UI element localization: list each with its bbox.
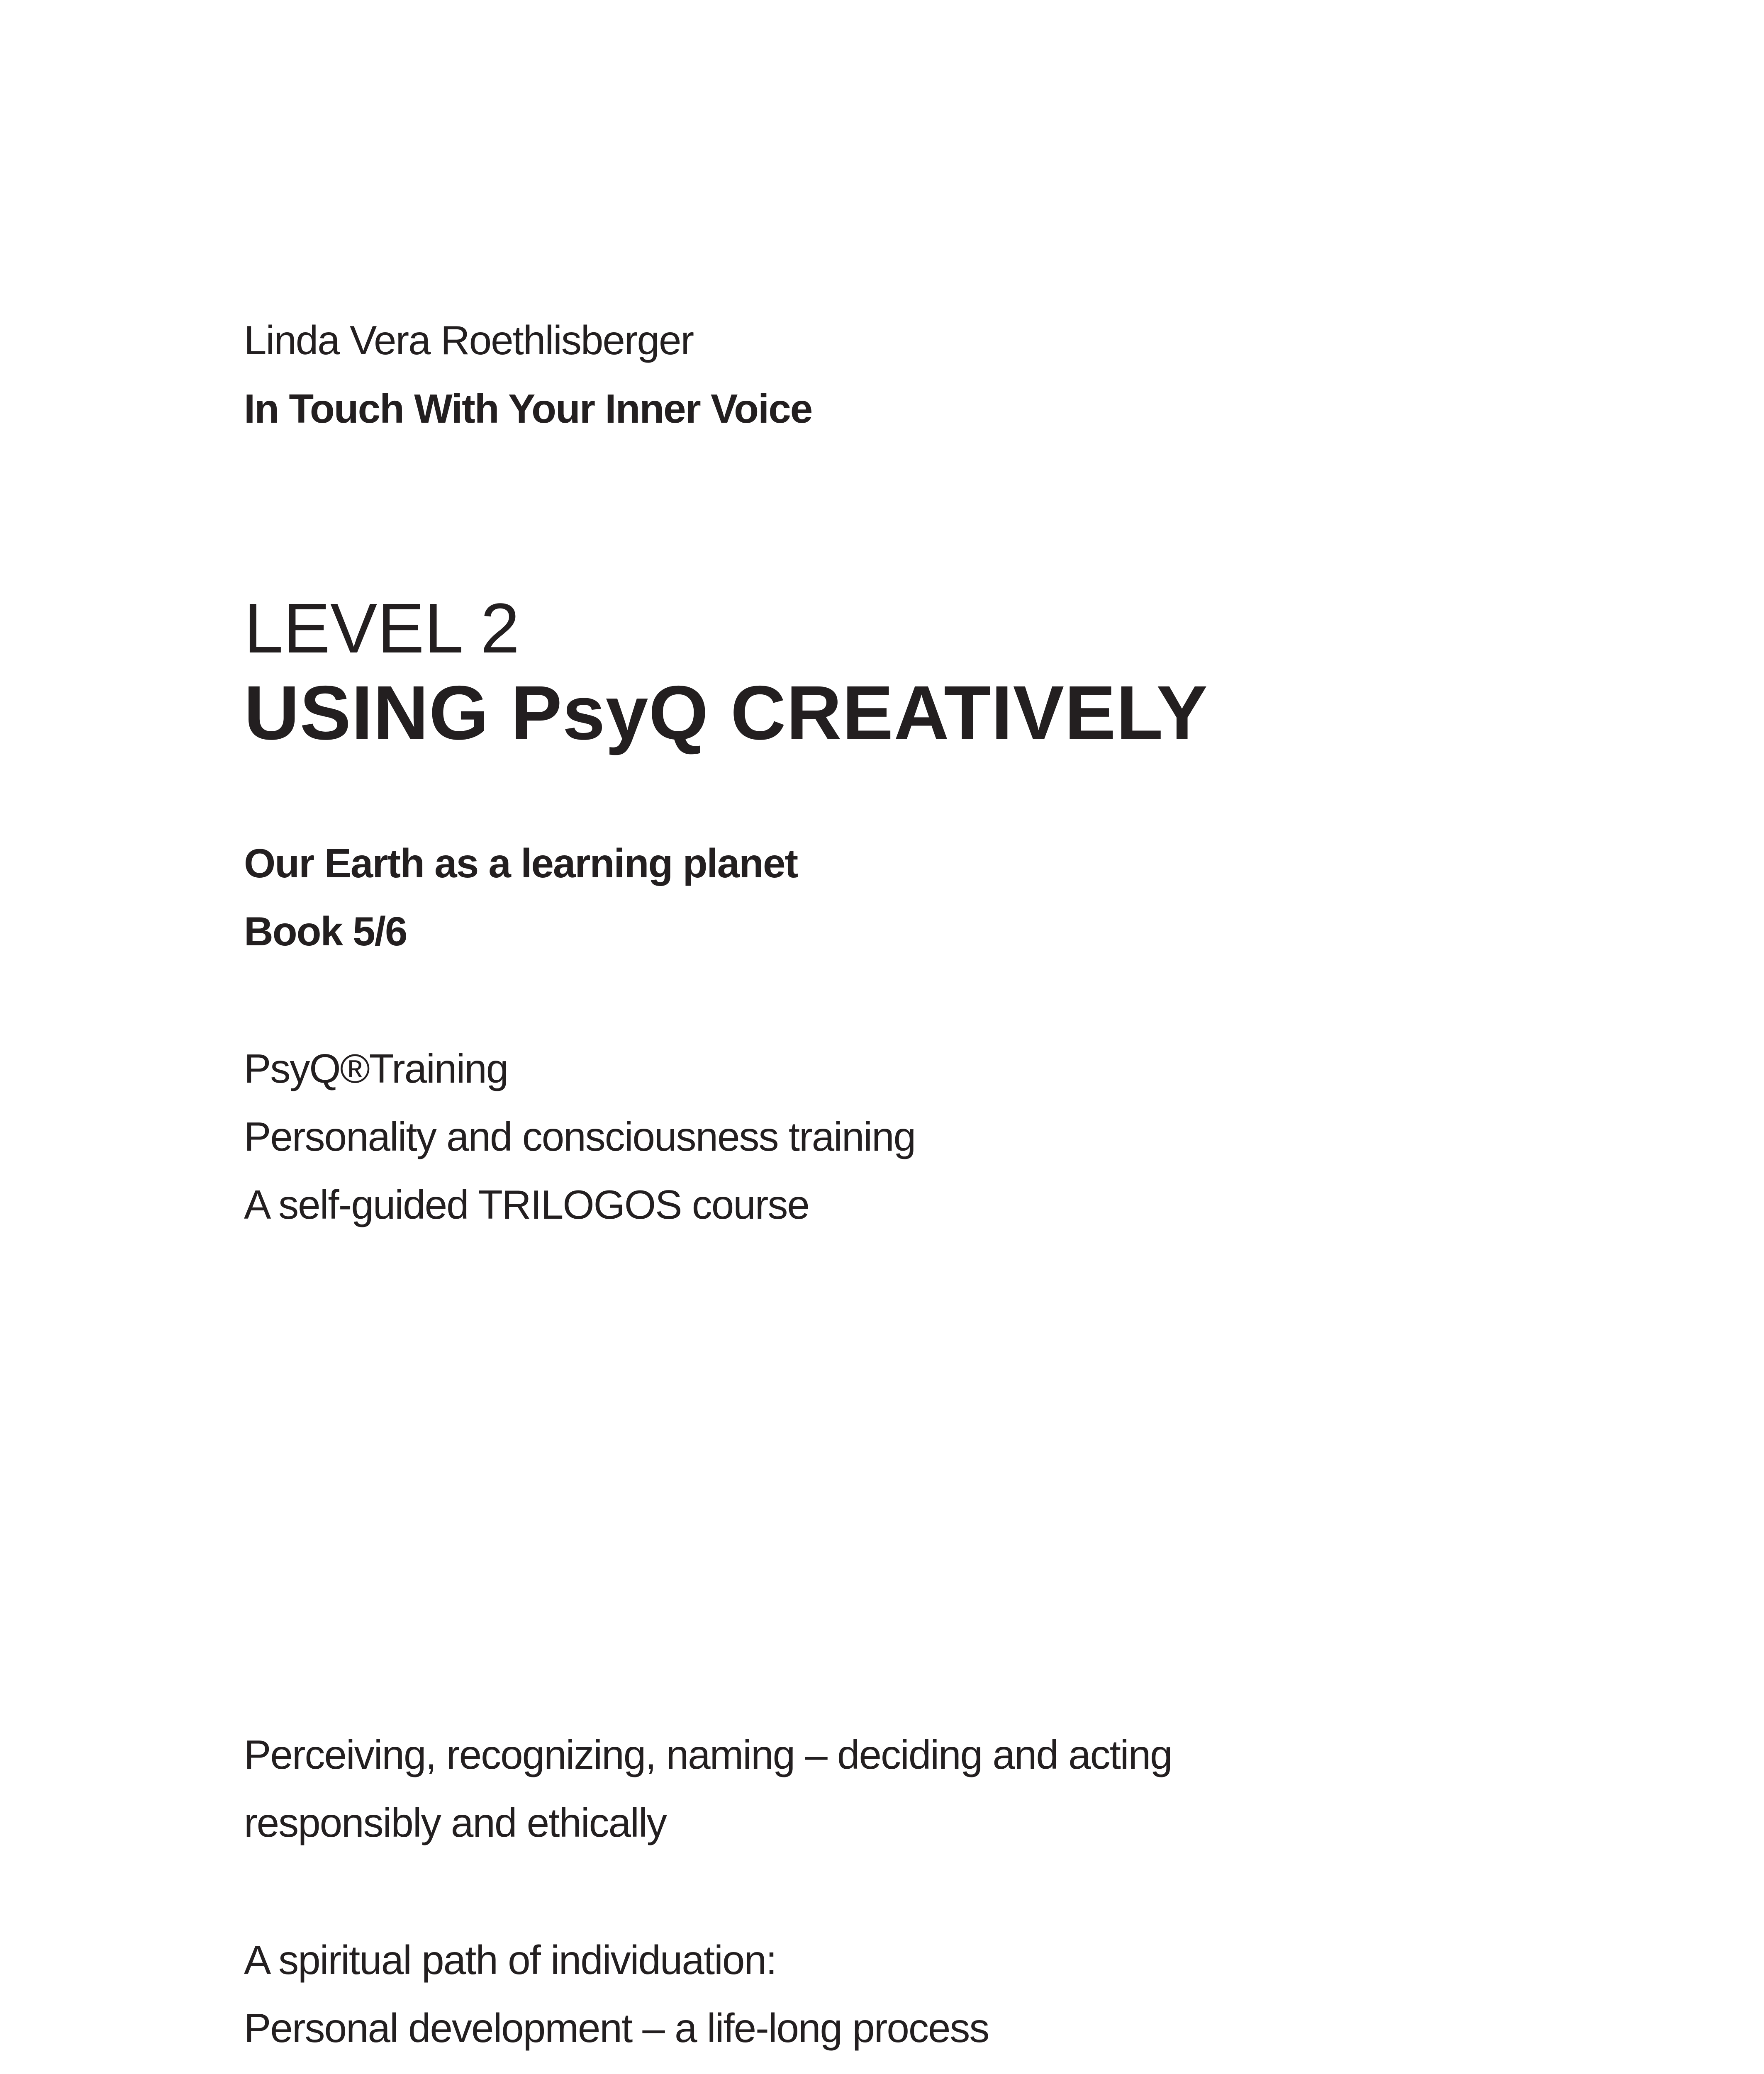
main-title: USING PsyQ CREATIVELY <box>244 670 1208 756</box>
description-line-2: responsibly and ethically <box>244 1800 666 1845</box>
training-name: PsyQ®Training <box>244 1046 508 1091</box>
description-line-3: A spiritual path of individuation: <box>244 1937 777 1983</box>
description-line-1: Perceiving, recognizing, naming – deciding and acting <box>244 1732 1172 1777</box>
level-label: LEVEL 2 <box>244 589 520 668</box>
description-line-4: Personal development – a life-long process <box>244 2005 989 2051</box>
book-subtitle: Our Earth as a learning planet <box>244 840 798 886</box>
book-number: Book 5/6 <box>244 908 407 954</box>
series-title: In Touch With Your Inner Voice <box>244 386 812 431</box>
training-course: A self-guided TRILOGOS course <box>244 1182 809 1227</box>
training-description: Personality and consciousness training <box>244 1114 916 1159</box>
author-name: Linda Vera Roethlisberger <box>244 317 694 363</box>
